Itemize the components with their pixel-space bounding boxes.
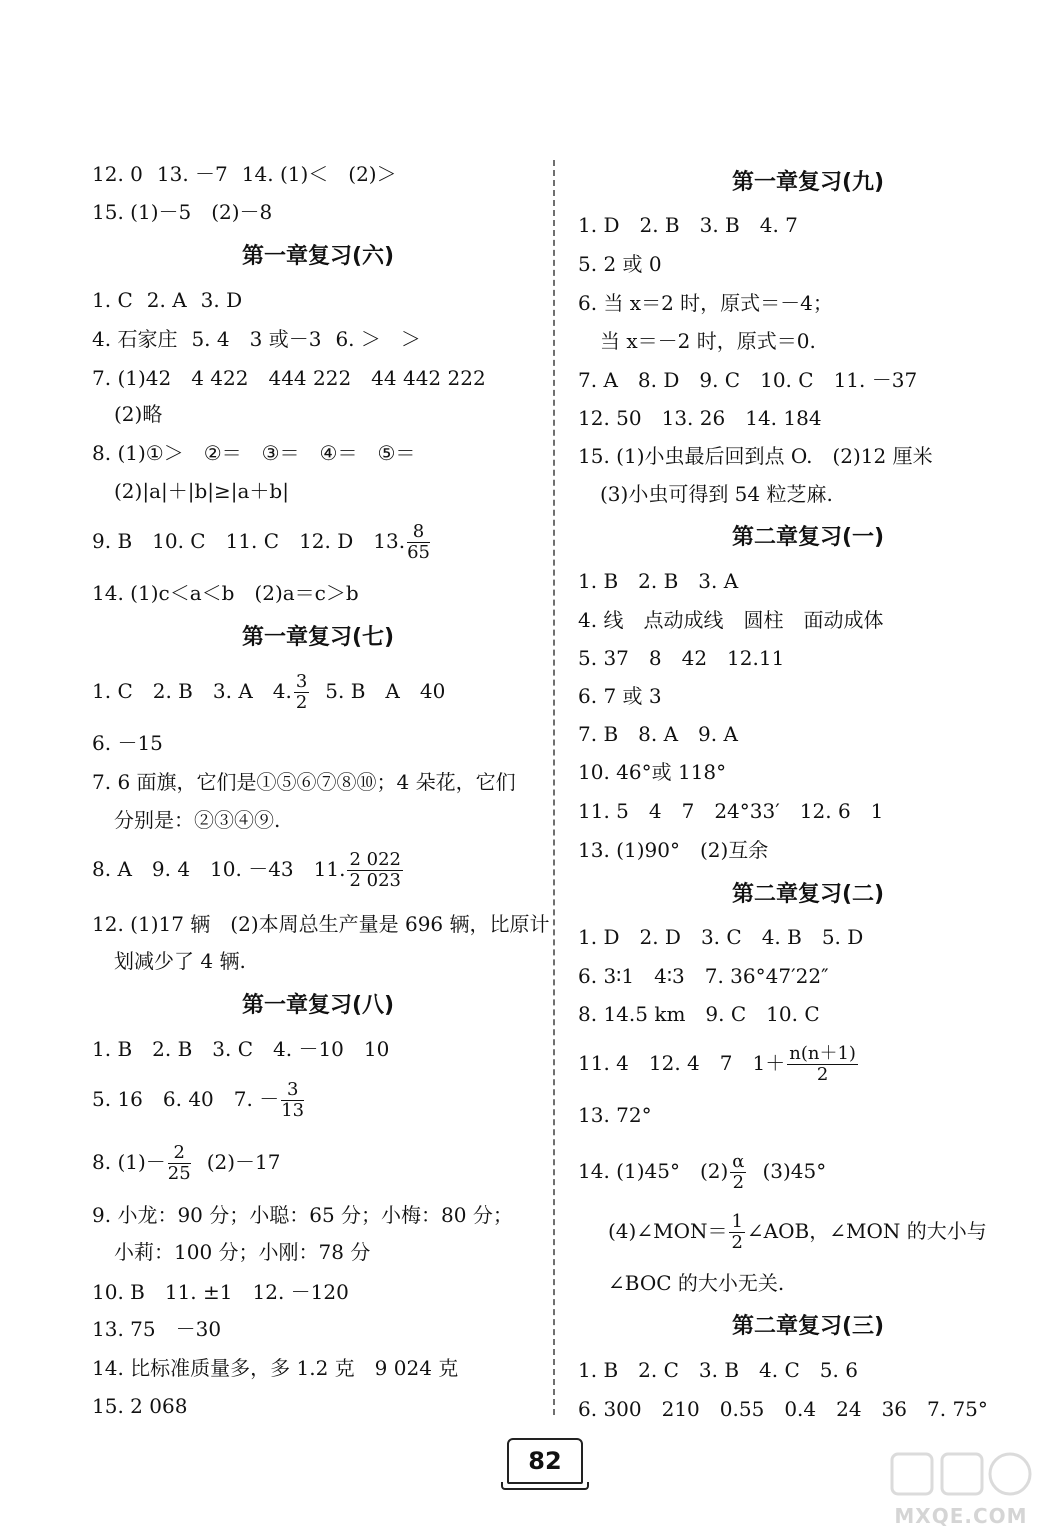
fraction: $\frac{3}{13}$ [281,1079,305,1121]
answer-line: 9. 小龙：90 分；小聪：65 分；小梅：80 分； [92,1203,513,1227]
answer-line: 9. B 10. C 11. C 12. D 13. $\frac{8}{65}$ [92,521,430,563]
answer-line: 11. 5 4 7 24°33′ 12. 6 1 [578,799,884,823]
answer-line: 1. C 2. B 3. A 4. $\frac{3}{2}$ 5. B A 40 [92,671,446,713]
answer-line: 7. A 8. D 9. C 10. C 11. －37 [578,368,918,392]
answer-line: 1. B 2. B 3. C 4. －10 10 [92,1037,390,1061]
answer-line: 14. (1)c＜a＜b (2)a＝c＞b [92,581,359,605]
answer-line: 11. 4 12. 4 7 1＋ $\frac{n(n+1)}{2}$ [578,1043,856,1085]
answer-line: 13. 72° [578,1103,652,1127]
answer-line: (4)∠MON＝ $\frac{1}{2}$ ∠AOB，∠MON 的大小与 [608,1211,987,1253]
answer-line: (3)小虫可得到 54 粒芝麻. [600,482,833,506]
answer-line: 15. (1)－5 (2)－8 [92,200,273,224]
answer-line: 8. A 9. 4 10. －43 11. $\frac{2 022}{2 023}$ [92,849,401,891]
answer-line: 13. 75 －30 [92,1317,222,1341]
page-number: 82 [507,1438,583,1484]
answer-line: 7. B 8. A 9. A [578,722,738,746]
answer-line: 1. D 2. B 3. B 4. 7 [578,213,798,237]
answer-line: 8. 14.5 km 9. C 10. C [578,1002,820,1026]
answer-line: 6. 3∶1 4∶3 7. 36°47′22″ [578,964,829,988]
answer-line: (2)略 [114,402,163,426]
answer-line: 6. 当 x＝2 时，原式＝－4； [578,291,833,315]
watermark-text: MXQE.COM [894,1504,1028,1528]
answer-line: 1. D 2. D 3. C 4. B 5. D [578,925,864,949]
answer-line: 当 x＝－2 时，原式＝0. [600,329,816,353]
answer-line: 1. B 2. B 3. A [578,569,739,593]
answer-line: 4. 线 点动成线 圆柱 面动成体 [578,608,884,632]
answer-line: 5. 37 8 42 12.11 [578,646,785,670]
answer-line: 15. 2 068 [92,1394,188,1418]
answer-line: 14. 比标准质量多，多 1.2 克 9 024 克 [92,1356,459,1380]
answer-line: 15. (1)小虫最后回到点 O. (2)12 厘米 [578,444,933,468]
fraction: $\frac{3}{2}$ [295,671,308,713]
section-heading: 第二章复习(一) [731,525,885,550]
fraction: $\frac{2}{25}$ [167,1142,191,1184]
answer-line: 1. C 2. A 3. D [92,288,243,312]
answer-line: 6. 7 或 3 [578,684,662,708]
section-heading: 第一章复习(九) [731,170,885,195]
answer-line: 7. 6 面旗，它们是①⑤⑥⑦⑧⑩；4 朵花，它们 [92,770,516,794]
answer-line: 8. (1)－ $\frac{2}{25}$ (2)－17 [92,1142,281,1184]
answer-line: 6. 300 210 0.55 0.4 24 36 7. 75° [578,1397,988,1421]
answer-line: 划减少了 4 辆. [114,949,246,973]
fraction: $\frac{n(n+1)}{2}$ [789,1043,856,1085]
answer-line: 6. －15 [92,731,163,755]
answer-line: 分别是：②③④⑨. [114,808,281,832]
answer-line: 8. (1)①＞ ②＝ ③＝ ④＝ ⑤＝ [92,441,416,465]
section-heading: 第二章复习(三) [731,1314,885,1339]
fraction: $\frac{\alpha}{2}$ [732,1151,745,1193]
answer-line: 12. 0 13. －7 14. (1)＜ (2)＞ [92,162,397,186]
answer-line: 5. 16 6. 40 7. － $\frac{3}{13}$ [92,1079,305,1121]
answer-line: 10. 46°或 118° [578,760,727,784]
answer-line: 小莉：100 分；小刚：78 分 [114,1240,371,1264]
fraction: $\frac{1}{2}$ [731,1211,743,1253]
section-heading: 第一章复习(六) [241,244,395,269]
section-heading: 第一章复习(七) [241,625,395,650]
watermark-logo [886,1448,1036,1528]
answer-line: 13. (1)90° (2)互余 [578,838,769,862]
answer-line: 12. 50 13. 26 14. 184 [578,406,822,430]
column-divider [553,160,555,1415]
section-heading: 第二章复习(二) [731,882,885,907]
answer-line: 5. 2 或 0 [578,252,662,276]
section-heading: 第一章复习(八) [241,993,395,1018]
fraction: $\frac{8}{65}$ [407,521,430,563]
answer-line: (2)|a|＋|b|≥|a＋b| [114,479,289,503]
answer-line: ∠BOC 的大小无关. [608,1271,785,1295]
answer-line: 7. (1)42 4 422 444 222 44 442 222 [92,366,486,390]
answer-line: 1. B 2. C 3. B 4. C 5. 6 [578,1358,858,1382]
answer-line: 4. 石家庄 5. 4 3 或－3 6. ＞ ＞ [92,327,421,351]
answer-line: 10. B 11. ±1 12. －120 [92,1280,349,1304]
answer-line: 12. (1)17 辆 (2)本周总生产量是 696 辆，比原计 [92,912,550,936]
fraction: $\frac{2 022}{2 023}$ [349,849,401,891]
watermark-icon [886,1448,1036,1508]
answer-line: 14. (1)45° (2) $\frac{\alpha}{2}$ (3)45° [578,1151,827,1193]
